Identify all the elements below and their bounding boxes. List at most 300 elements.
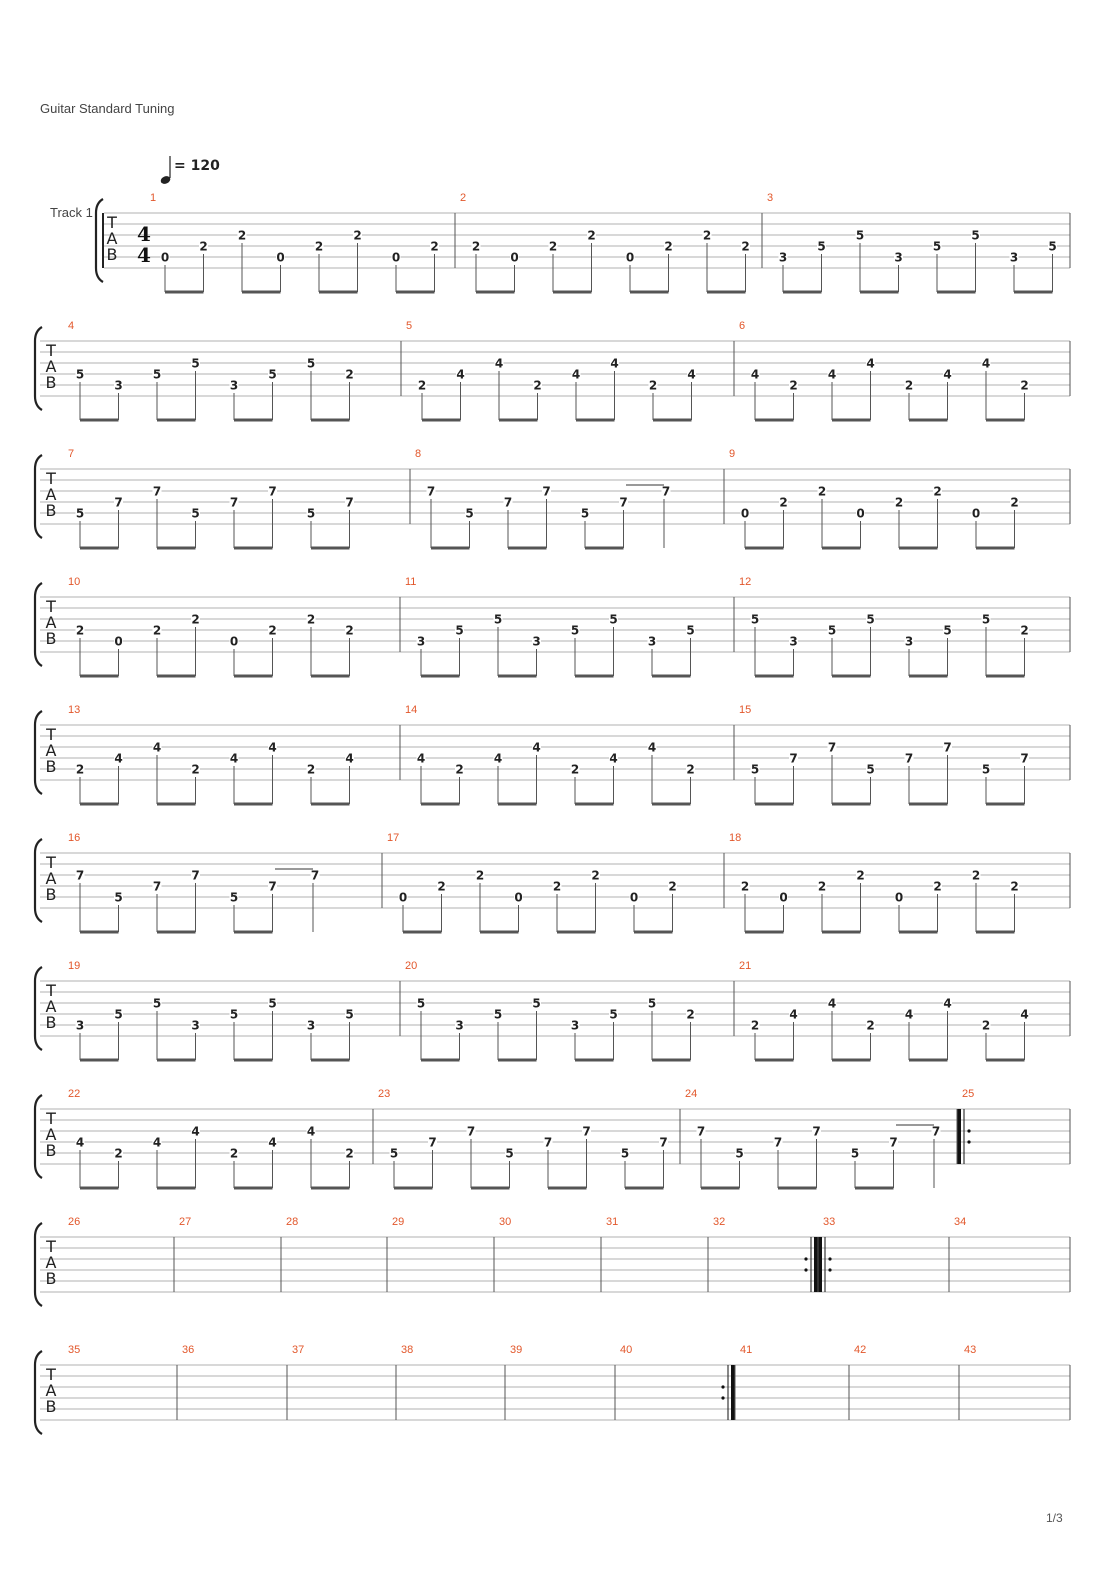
fret-number: 4 xyxy=(943,996,952,1011)
bar-number: 28 xyxy=(286,1216,299,1228)
fret-number: 3 xyxy=(532,634,541,649)
tab-clef-letter: B xyxy=(45,1141,57,1160)
fret-number: 5 xyxy=(686,623,695,638)
tab-clef-letter: T xyxy=(46,981,56,1000)
fret-number: 7 xyxy=(696,1124,706,1139)
fret-number: 5 xyxy=(750,762,760,777)
fret-number: 5 xyxy=(647,996,657,1011)
fret-number: 2 xyxy=(1010,879,1019,894)
bar-number: 33 xyxy=(823,1216,836,1228)
fret-number: 0 xyxy=(629,890,639,905)
tab-clef-letter: T xyxy=(46,597,56,616)
fret-number: 2 xyxy=(345,623,354,638)
page-number: 1/3 xyxy=(1046,1511,1063,1525)
tab-clef-letter: A xyxy=(45,869,57,888)
bar-number: 35 xyxy=(68,1344,81,1356)
tab-clef-letter: B xyxy=(45,885,57,904)
fret-number: 7 xyxy=(191,868,200,883)
fret-number: 5 xyxy=(1048,239,1057,254)
fret-number: 4 xyxy=(268,1135,277,1150)
fret-number: 5 xyxy=(416,996,426,1011)
fret-number: 0 xyxy=(894,890,904,905)
fret-number: 2 xyxy=(789,378,798,393)
bar-number: 27 xyxy=(179,1216,192,1228)
tab-clef-letter: B xyxy=(45,1397,57,1416)
bar-number: 30 xyxy=(499,1216,512,1228)
fret-number: 4 xyxy=(416,751,426,766)
tab-clef-letter: A xyxy=(106,229,118,248)
fret-number: 4 xyxy=(345,751,354,766)
fret-number: 4 xyxy=(306,1124,316,1139)
bar-number: 9 xyxy=(729,448,736,460)
fret-number: 7 xyxy=(345,495,354,510)
fret-number: 2 xyxy=(1020,623,1029,638)
system-bracket xyxy=(35,1351,42,1434)
track-label: Track 1 xyxy=(50,205,93,220)
repeat-dot xyxy=(804,1257,807,1260)
fret-number: 2 xyxy=(866,1018,875,1033)
bar-number: 17 xyxy=(387,832,400,844)
fret-number: 2 xyxy=(345,367,354,382)
fret-number: 4 xyxy=(647,740,657,755)
bar-number: 3 xyxy=(767,192,774,204)
fret-number: 2 xyxy=(817,879,827,894)
tab-clef-letter: B xyxy=(106,245,118,264)
fret-number: 5 xyxy=(981,762,991,777)
fret-number: 7 xyxy=(789,751,798,766)
fret-number: 2 xyxy=(856,868,865,883)
fret-number: 2 xyxy=(314,239,324,254)
fret-number: 4 xyxy=(152,1135,162,1150)
fret-number: 2 xyxy=(552,879,562,894)
fret-number: 2 xyxy=(750,1018,760,1033)
fret-number: 4 xyxy=(1020,1007,1029,1022)
fret-number: 5 xyxy=(855,228,865,243)
fret-number: 7 xyxy=(152,484,162,499)
fret-number: 5 xyxy=(735,1146,744,1161)
bar-number: 7 xyxy=(68,448,75,460)
fret-number: 2 xyxy=(933,484,942,499)
tab-clef-letter: T xyxy=(46,1109,56,1128)
fret-number: 3 xyxy=(904,634,914,649)
bar-number: 16 xyxy=(68,832,81,844)
fret-number: 2 xyxy=(75,762,85,777)
fret-number: 2 xyxy=(587,228,596,243)
fret-number: 0 xyxy=(229,634,239,649)
fret-number: 5 xyxy=(345,1007,354,1022)
tab-system xyxy=(35,960,1070,1060)
fret-number: 5 xyxy=(75,506,85,521)
fret-number: 5 xyxy=(609,1007,618,1022)
fret-number: 7 xyxy=(75,868,85,883)
fret-number: 5 xyxy=(114,1007,123,1022)
fret-number: 2 xyxy=(191,762,200,777)
fret-number: 7 xyxy=(827,740,837,755)
fret-number: 2 xyxy=(981,1018,991,1033)
fret-number: 7 xyxy=(268,879,277,894)
fret-number: 7 xyxy=(503,495,513,510)
tab-system xyxy=(35,832,1070,932)
tab-system xyxy=(35,1344,1070,1434)
fret-number: 5 xyxy=(75,367,85,382)
bar-number: 42 xyxy=(854,1344,867,1356)
fret-number: 5 xyxy=(981,612,991,627)
system-bracket xyxy=(35,455,42,538)
fret-number: 7 xyxy=(773,1135,783,1150)
tab-system xyxy=(96,192,1070,292)
bar-number: 32 xyxy=(713,1216,726,1228)
tab-system xyxy=(35,320,1070,420)
fret-number: 4 xyxy=(75,1135,85,1150)
fret-number: 7 xyxy=(229,495,239,510)
fret-number: 3 xyxy=(114,378,123,393)
fret-number: 5 xyxy=(229,1007,239,1022)
fret-number: 5 xyxy=(268,367,277,382)
tab-clef-letter: A xyxy=(45,997,57,1016)
fret-number: 2 xyxy=(591,868,600,883)
fret-number: 5 xyxy=(850,1146,860,1161)
repeat-end-thick-bar xyxy=(814,1237,818,1292)
system-bracket xyxy=(35,839,42,922)
bar-number: 5 xyxy=(406,320,413,332)
fret-number: 2 xyxy=(817,484,827,499)
tab-clef-letter: T xyxy=(46,853,56,872)
bar-number: 21 xyxy=(739,960,752,972)
fret-number: 2 xyxy=(191,612,200,627)
time-signature-bottom: 4 xyxy=(137,243,151,267)
fret-number: 7 xyxy=(543,1135,553,1150)
bar-number: 8 xyxy=(415,448,422,460)
fret-number: 2 xyxy=(686,1007,695,1022)
fret-number: 0 xyxy=(625,250,635,265)
tab-clef-letter: T xyxy=(46,469,56,488)
fret-number: 4 xyxy=(943,367,952,382)
bar-number: 15 xyxy=(739,704,752,716)
system-bracket xyxy=(35,711,42,794)
fret-number: 3 xyxy=(647,634,657,649)
fret-number: 5 xyxy=(191,356,200,371)
fret-number: 2 xyxy=(268,623,277,638)
fret-number: 5 xyxy=(866,762,875,777)
tab-clef-letter: B xyxy=(45,629,57,648)
fret-number: 4 xyxy=(687,367,696,382)
fret-number: 3 xyxy=(570,1018,580,1033)
fret-number: 2 xyxy=(475,868,485,883)
tempo-marking xyxy=(159,156,220,185)
fret-number: 2 xyxy=(533,378,542,393)
fret-number: 4 xyxy=(229,751,239,766)
fret-number: 7 xyxy=(661,484,671,499)
fret-number: 7 xyxy=(619,495,628,510)
bar-number: 43 xyxy=(964,1344,977,1356)
bar-number: 11 xyxy=(405,576,417,588)
fret-number: 5 xyxy=(532,996,541,1011)
fret-number: 5 xyxy=(580,506,590,521)
bar-number: 34 xyxy=(954,1216,967,1228)
fret-number: 5 xyxy=(493,1007,503,1022)
bar-number: 19 xyxy=(68,960,81,972)
bar-number: 10 xyxy=(68,576,81,588)
fret-number: 4 xyxy=(268,740,277,755)
fret-number: 7 xyxy=(943,740,952,755)
tab-system xyxy=(35,1216,1070,1306)
fret-number: 7 xyxy=(428,1135,437,1150)
tab-clef-letter: A xyxy=(45,613,57,632)
fret-number: 2 xyxy=(471,239,481,254)
fret-number: 7 xyxy=(268,484,277,499)
fret-number: 3 xyxy=(789,634,798,649)
fret-number: 4 xyxy=(750,367,760,382)
bar-number: 6 xyxy=(739,320,746,332)
fret-number: 7 xyxy=(310,868,320,883)
bar-number: 39 xyxy=(510,1344,523,1356)
repeat-start-thick-bar xyxy=(819,1237,823,1292)
bar-number: 24 xyxy=(685,1088,698,1100)
tab-clef-letter: B xyxy=(45,1013,57,1032)
tab-systems xyxy=(35,192,1070,1434)
repeat-dot xyxy=(721,1396,724,1399)
fret-number: 5 xyxy=(750,612,760,627)
fret-number: 2 xyxy=(702,228,712,243)
fret-number: 2 xyxy=(1010,495,1019,510)
fret-number: 2 xyxy=(345,1146,354,1161)
fret-number: 4 xyxy=(609,751,618,766)
tab-clef-letter: B xyxy=(45,757,57,776)
bar-number: 18 xyxy=(729,832,742,844)
fret-number: 2 xyxy=(114,1146,123,1161)
fret-number: 0 xyxy=(971,506,981,521)
fret-number: 3 xyxy=(75,1018,85,1033)
fret-number: 5 xyxy=(389,1146,399,1161)
fret-number: 0 xyxy=(740,506,750,521)
tab-clef-letter: B xyxy=(45,501,57,520)
fret-number: 2 xyxy=(894,495,904,510)
fret-number: 2 xyxy=(686,762,695,777)
system-bracket xyxy=(35,967,42,1050)
fret-number: 3 xyxy=(229,378,239,393)
fret-number: 2 xyxy=(430,239,439,254)
fret-number: 2 xyxy=(437,879,446,894)
fret-number: 7 xyxy=(542,484,551,499)
fret-number: 5 xyxy=(465,506,474,521)
fret-number: 2 xyxy=(417,378,427,393)
fret-number: 7 xyxy=(931,1124,941,1139)
tab-clef-letter: T xyxy=(46,1365,56,1384)
fret-number: 7 xyxy=(426,484,436,499)
tempo-value: = 120 xyxy=(174,158,220,174)
fret-number: 5 xyxy=(152,996,162,1011)
fret-number: 4 xyxy=(494,356,504,371)
fret-number: 2 xyxy=(1020,378,1029,393)
bar-number: 40 xyxy=(620,1344,633,1356)
repeat-dot xyxy=(828,1268,831,1271)
fret-number: 7 xyxy=(466,1124,476,1139)
fret-number: 2 xyxy=(199,239,208,254)
fret-number: 7 xyxy=(812,1124,821,1139)
fret-number: 3 xyxy=(191,1018,200,1033)
bar-number: 26 xyxy=(68,1216,81,1228)
fret-number: 5 xyxy=(306,506,316,521)
bar-number: 12 xyxy=(739,576,752,588)
fret-number: 5 xyxy=(943,623,952,638)
fret-number: 0 xyxy=(510,250,519,265)
fret-number: 2 xyxy=(741,239,750,254)
repeat-dot xyxy=(804,1268,807,1271)
fret-number: 5 xyxy=(455,623,464,638)
bar-number: 22 xyxy=(68,1088,81,1100)
fret-number: 5 xyxy=(827,623,837,638)
fret-number: 2 xyxy=(664,239,673,254)
fret-number: 4 xyxy=(571,367,581,382)
fret-number: 5 xyxy=(268,996,277,1011)
fret-number: 5 xyxy=(493,612,503,627)
fret-number: 5 xyxy=(609,612,618,627)
fret-number: 2 xyxy=(306,762,316,777)
bar-number: 14 xyxy=(405,704,418,716)
fret-number: 2 xyxy=(668,879,677,894)
bar-number: 23 xyxy=(378,1088,391,1100)
bar-number: 36 xyxy=(182,1344,195,1356)
repeat-end-thick-bar xyxy=(731,1365,735,1420)
fret-number: 2 xyxy=(353,228,362,243)
repeat-dot xyxy=(967,1140,970,1143)
fret-number: 2 xyxy=(237,228,247,243)
system-bracket xyxy=(96,199,103,282)
bar-number: 41 xyxy=(740,1344,753,1356)
tab-system xyxy=(35,1088,1070,1188)
tab-clef-letter: B xyxy=(45,373,57,392)
fret-number: 5 xyxy=(932,239,942,254)
fret-number: 5 xyxy=(570,623,580,638)
fret-number: 2 xyxy=(570,762,580,777)
fret-number: 2 xyxy=(152,623,162,638)
fret-number: 4 xyxy=(827,996,837,1011)
fret-number: 2 xyxy=(971,868,981,883)
fret-number: 4 xyxy=(191,1124,200,1139)
tab-system xyxy=(35,576,1070,676)
page-title: Guitar Standard Tuning xyxy=(40,101,175,116)
fret-number: 5 xyxy=(114,890,123,905)
fret-number: 0 xyxy=(114,634,123,649)
fret-number: 4 xyxy=(789,1007,798,1022)
fret-number: 0 xyxy=(514,890,523,905)
tab-clef-letter: A xyxy=(45,485,57,504)
fret-number: 5 xyxy=(620,1146,630,1161)
bar-number: 38 xyxy=(401,1344,414,1356)
fret-number: 0 xyxy=(398,890,408,905)
repeat-dot xyxy=(721,1385,724,1388)
fret-number: 3 xyxy=(778,250,788,265)
fret-number: 2 xyxy=(455,762,464,777)
tab-clef-letter: T xyxy=(107,213,117,232)
tab-system xyxy=(35,448,1070,548)
fret-number: 3 xyxy=(894,250,903,265)
fret-number: 2 xyxy=(548,239,558,254)
bar-number: 1 xyxy=(150,192,157,204)
time-signature-top: 4 xyxy=(137,222,151,246)
system-bracket xyxy=(35,1095,42,1178)
fret-number: 7 xyxy=(1020,751,1029,766)
fret-number: 2 xyxy=(933,879,942,894)
fret-number: 4 xyxy=(114,751,123,766)
fret-number: 2 xyxy=(306,612,316,627)
tab-clef-letter: B xyxy=(45,1269,57,1288)
fret-number: 3 xyxy=(416,634,426,649)
fret-number: 4 xyxy=(981,356,991,371)
fret-number: 5 xyxy=(191,506,200,521)
tab-clef-letter: A xyxy=(45,1253,57,1272)
fret-number: 5 xyxy=(152,367,162,382)
fret-number: 0 xyxy=(160,250,170,265)
fret-number: 7 xyxy=(659,1135,668,1150)
fret-number: 3 xyxy=(1009,250,1019,265)
tab-clef-letter: A xyxy=(45,1125,57,1144)
fret-number: 5 xyxy=(306,356,316,371)
fret-number: 0 xyxy=(276,250,285,265)
fret-number: 3 xyxy=(306,1018,316,1033)
bar-number: 13 xyxy=(68,704,81,716)
fret-number: 2 xyxy=(779,495,788,510)
fret-number: 7 xyxy=(889,1135,898,1150)
tab-system xyxy=(35,704,1070,804)
fret-number: 0 xyxy=(779,890,788,905)
fret-number: 4 xyxy=(827,367,837,382)
fret-number: 2 xyxy=(75,623,85,638)
fret-number: 4 xyxy=(493,751,503,766)
fret-number: 4 xyxy=(456,367,465,382)
repeat-dot xyxy=(828,1257,831,1260)
tab-clef-letter: T xyxy=(46,341,56,360)
fret-number: 2 xyxy=(904,378,914,393)
quarter-note-icon xyxy=(159,156,171,185)
tab-clef-letter: T xyxy=(46,725,56,744)
fret-number: 0 xyxy=(391,250,401,265)
fret-number: 0 xyxy=(856,506,865,521)
bar-number: 20 xyxy=(405,960,418,972)
fret-number: 4 xyxy=(866,356,875,371)
tab-clef-letter: T xyxy=(46,1237,56,1256)
fret-number: 5 xyxy=(866,612,875,627)
fret-number: 3 xyxy=(455,1018,464,1033)
fret-number: 7 xyxy=(582,1124,591,1139)
bar-number: 25 xyxy=(962,1088,975,1100)
fret-number: 4 xyxy=(532,740,541,755)
tab-clef-letter: A xyxy=(45,741,57,760)
bar-number: 37 xyxy=(292,1344,305,1356)
bar-number: 2 xyxy=(460,192,467,204)
tab-clef-letter: A xyxy=(45,357,57,376)
fret-number: 7 xyxy=(152,879,162,894)
fret-number: 4 xyxy=(610,356,619,371)
fret-number: 4 xyxy=(152,740,162,755)
fret-number: 5 xyxy=(817,239,826,254)
fret-number: 5 xyxy=(229,890,239,905)
repeat-start-thick-bar xyxy=(958,1109,962,1164)
fret-number: 5 xyxy=(971,228,980,243)
fret-number: 2 xyxy=(648,378,658,393)
system-bracket xyxy=(35,583,42,666)
fret-number: 5 xyxy=(505,1146,514,1161)
bar-number: 29 xyxy=(392,1216,405,1228)
system-bracket xyxy=(35,1223,42,1306)
fret-number: 7 xyxy=(904,751,914,766)
fret-number: 4 xyxy=(904,1007,914,1022)
bar-number: 4 xyxy=(68,320,75,332)
repeat-dot xyxy=(967,1129,970,1132)
fret-number: 2 xyxy=(229,1146,239,1161)
fret-number: 2 xyxy=(740,879,750,894)
bar-number: 31 xyxy=(606,1216,619,1228)
